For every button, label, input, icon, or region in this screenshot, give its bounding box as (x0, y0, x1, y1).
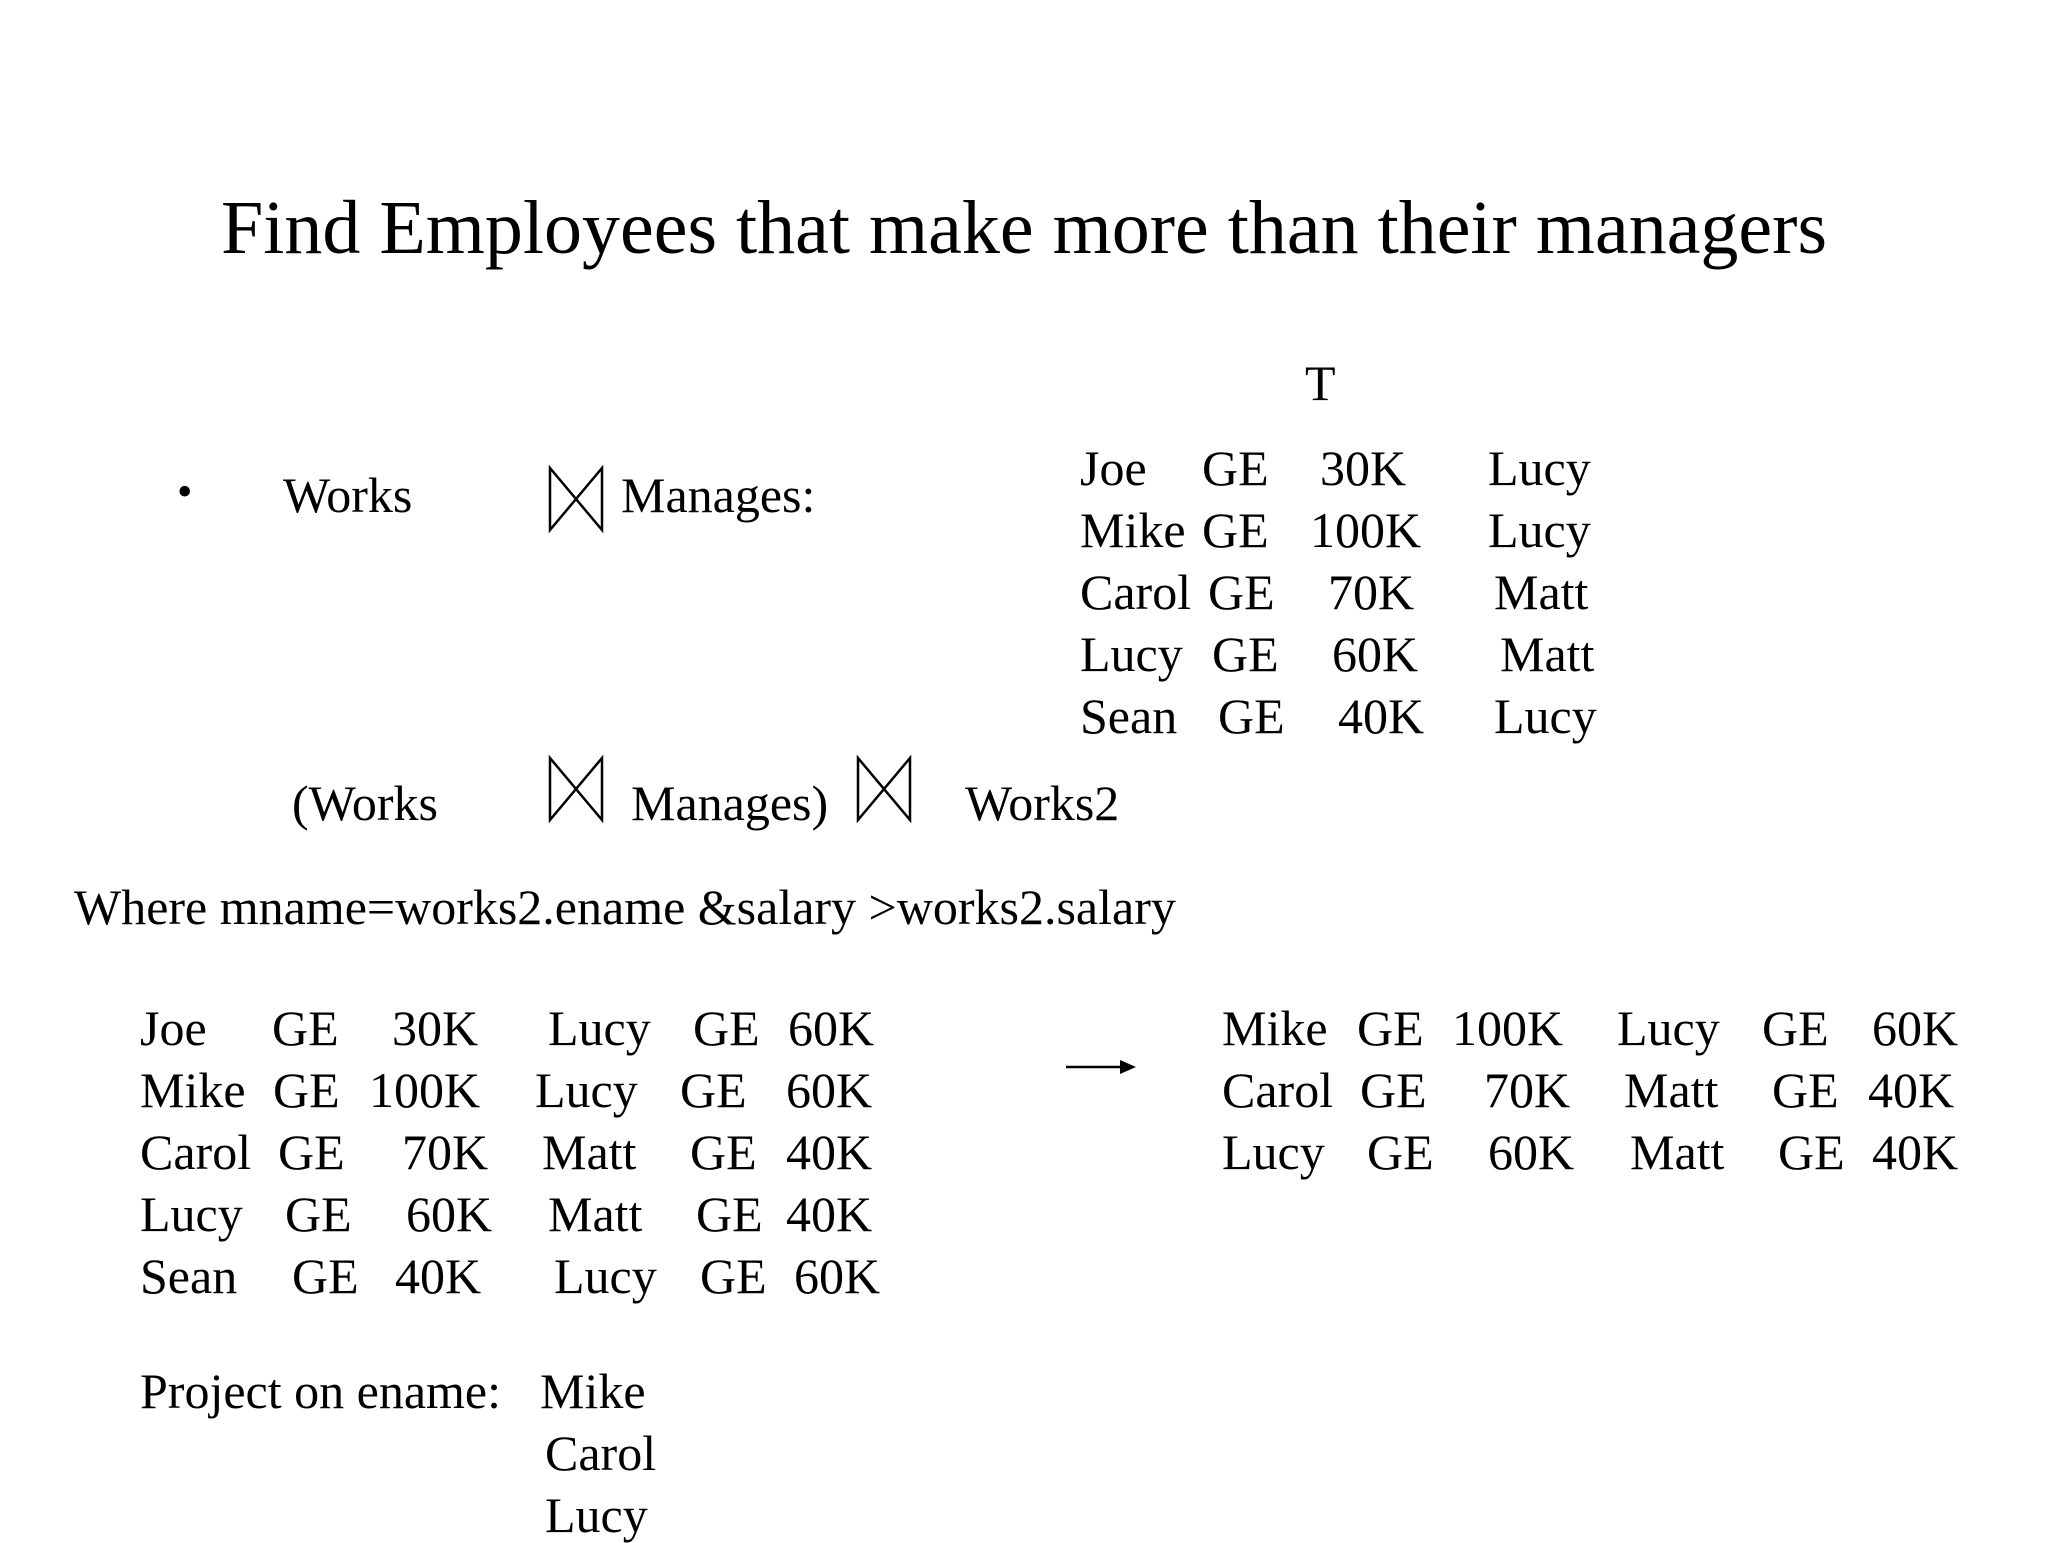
result-cell: Mike (1222, 1000, 1328, 1056)
joined-cell: GE (680, 1062, 747, 1118)
joined-cell: Joe (140, 1000, 207, 1056)
joined-cell: GE (278, 1124, 345, 1180)
t-cell-mname: Matt (1494, 564, 1589, 620)
result-cell: GE (1762, 1000, 1829, 1056)
t-cell-company: GE (1202, 440, 1269, 496)
t-cell-salary: 30K (1320, 440, 1407, 496)
t-cell-ename: Carol (1080, 564, 1192, 620)
result-cell: Lucy (1617, 1000, 1720, 1056)
expr2-works2: Works2 (965, 775, 1120, 831)
result-cell: GE (1367, 1124, 1434, 1180)
result-cell: GE (1360, 1062, 1427, 1118)
joined-cell: 60K (406, 1186, 493, 1242)
result-cell: 60K (1488, 1124, 1575, 1180)
table-t-label: T (1305, 355, 1336, 411)
slide-title: Find Employees that make more than their managers (220, 186, 1828, 270)
t-cell-salary: 40K (1338, 688, 1425, 744)
t-cell-mname: Lucy (1494, 688, 1597, 744)
t-cell-mname: Matt (1500, 626, 1595, 682)
joined-cell: Lucy (535, 1062, 638, 1118)
result-cell: GE (1778, 1124, 1845, 1180)
joined-cell: Lucy (548, 1000, 651, 1056)
joined-cell: 70K (402, 1124, 489, 1180)
result-cell: GE (1772, 1062, 1839, 1118)
joined-cell: GE (272, 1000, 339, 1056)
t-cell-ename: Joe (1080, 440, 1147, 496)
bowtie-join-icon (548, 758, 604, 820)
bowtie-join-icon (856, 758, 912, 820)
expr2-works: (Works (292, 775, 438, 831)
joined-cell: GE (292, 1248, 359, 1304)
t-cell-mname: Lucy (1488, 502, 1591, 558)
right-arrow-icon (1066, 1057, 1138, 1077)
result-cell: Lucy (1222, 1124, 1325, 1180)
joined-cell: 30K (392, 1000, 479, 1056)
project-label: Project on ename: (140, 1363, 501, 1419)
joined-cell: 100K (369, 1062, 481, 1118)
joined-cell: 60K (786, 1062, 873, 1118)
joined-cell: Mike (140, 1062, 246, 1118)
joined-cell: GE (273, 1062, 340, 1118)
bowtie-join-icon (548, 468, 604, 530)
t-cell-ename: Lucy (1080, 626, 1183, 682)
result-cell: 40K (1872, 1124, 1959, 1180)
joined-cell: Matt (542, 1124, 637, 1180)
result-cell: 100K (1452, 1000, 1564, 1056)
result-cell: 70K (1484, 1062, 1571, 1118)
joined-cell: Sean (140, 1248, 238, 1304)
t-cell-ename: Mike (1080, 502, 1186, 558)
project-value: Carol (545, 1425, 657, 1481)
joined-cell: 60K (788, 1000, 875, 1056)
expr2-manages: Manages) (631, 775, 829, 831)
result-cell: Carol (1222, 1062, 1334, 1118)
t-cell-company: GE (1218, 688, 1285, 744)
t-cell-company: GE (1212, 626, 1279, 682)
joined-cell: Lucy (140, 1186, 243, 1242)
joined-cell: 40K (395, 1248, 482, 1304)
expr1-manages: Manages: (621, 467, 816, 523)
result-cell: GE (1357, 1000, 1424, 1056)
t-cell-company: GE (1208, 564, 1275, 620)
joined-cell: 60K (794, 1248, 881, 1304)
joined-cell: Carol (140, 1124, 252, 1180)
t-cell-company: GE (1202, 502, 1269, 558)
t-cell-ename: Sean (1080, 688, 1178, 744)
joined-cell: GE (700, 1248, 767, 1304)
result-cell: 40K (1868, 1062, 1955, 1118)
project-value: Mike (540, 1363, 646, 1419)
t-cell-salary: 60K (1332, 626, 1419, 682)
joined-cell: 40K (786, 1186, 873, 1242)
joined-cell: Lucy (554, 1248, 657, 1304)
joined-cell: GE (693, 1000, 760, 1056)
result-cell: Matt (1630, 1124, 1725, 1180)
expr1-works: Works (283, 467, 413, 523)
bullet-point: • (177, 467, 193, 516)
t-cell-salary: 70K (1328, 564, 1415, 620)
joined-cell: GE (285, 1186, 352, 1242)
joined-cell: GE (696, 1186, 763, 1242)
result-cell: 60K (1872, 1000, 1959, 1056)
where-clause: Where mname=works2.ename &salary >works2.salary (74, 879, 1176, 935)
t-cell-mname: Lucy (1488, 440, 1591, 496)
joined-cell: Matt (548, 1186, 643, 1242)
joined-cell: 40K (786, 1124, 873, 1180)
t-cell-salary: 100K (1310, 502, 1422, 558)
result-cell: Matt (1624, 1062, 1719, 1118)
joined-cell: GE (690, 1124, 757, 1180)
project-value: Lucy (545, 1487, 648, 1543)
